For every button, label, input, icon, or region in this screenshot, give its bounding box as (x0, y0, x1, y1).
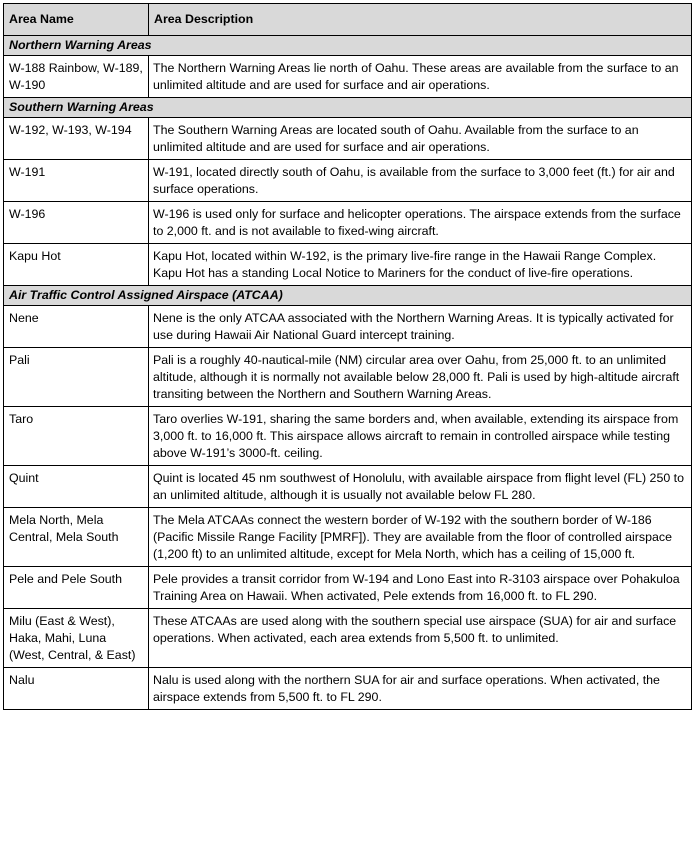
header-area-name: Area Name (4, 4, 149, 36)
table-row (4, 567, 692, 609)
area-description-cell: Taro overlies W-191, sharing the same borders and, when available, extending its airspace from 3,000 ft. to 16,000 ft. This airspace allows aircraft to remain in controlled airspace while testing above W-191’s 3000-ft. ceiling. (149, 407, 692, 466)
header-area-description: Area Description (149, 4, 692, 36)
table-row (4, 306, 692, 348)
section-row (4, 98, 692, 118)
table-row (4, 160, 692, 202)
section-title: Southern Warning Areas (4, 98, 692, 118)
table-row (4, 668, 692, 710)
area-description-cell: Pele provides a transit corridor from W-194 and Lono East into R-3103 airspace over Pohakuloa Training Area on Hawaii. When activated, Pele extends from 16,000 ft. to FL 290. (149, 567, 692, 609)
area-name-cell: W-196 (4, 202, 149, 244)
area-name-cell: Mela North, Mela Central, Mela South (4, 508, 149, 567)
section-row (4, 286, 692, 306)
area-description-cell: The Northern Warning Areas lie north of Oahu. These areas are available from the surface to an unlimited altitude and are used for surface and air operations. (149, 56, 692, 98)
header-row (4, 4, 692, 36)
section-row (4, 36, 692, 56)
area-name-cell: Nalu (4, 668, 149, 710)
area-name-cell: Quint (4, 466, 149, 508)
area-description-cell: The Mela ATCAAs connect the western border of W-192 with the southern border of W-186 (Pacific Missile Range Facility [PMRF]). They are available from the floor of controlled airspace (1,200 ft) to an unlimited altitude, except for Mela North, which has a ceiling of 15,000 ft. (149, 508, 692, 567)
area-name-cell: Pali (4, 348, 149, 407)
airspace-table (3, 3, 692, 710)
area-description-cell: These ATCAAs are used along with the southern special use airspace (SUA) for air and surface operations. When activated, each area extends from 5,500 ft. to unlimited. (149, 609, 692, 668)
area-name-cell: W-191 (4, 160, 149, 202)
area-name-cell: W-188 Rainbow, W-189, W-190 (4, 56, 149, 98)
area-name-cell: Kapu Hot (4, 244, 149, 286)
area-description-cell: Quint is located 45 nm southwest of Honolulu, with available airspace from flight level (FL) 250 to an unlimited altitude, although it is usually not available below FL 280. (149, 466, 692, 508)
area-name-cell: W-192, W-193, W-194 (4, 118, 149, 160)
area-name-cell: Taro (4, 407, 149, 466)
table-row (4, 407, 692, 466)
area-name-cell: Milu (East & West), Haka, Mahi, Luna (West, Central, & East) (4, 609, 149, 668)
area-description-cell: Nene is the only ATCAA associated with the Northern Warning Areas. It is typically activated for use during Hawaii Air National Guard intercept training. (149, 306, 692, 348)
table-row (4, 466, 692, 508)
table-body (4, 36, 692, 710)
section-title: Northern Warning Areas (4, 36, 692, 56)
table-header (4, 4, 692, 36)
area-description-cell: Pali is a roughly 40-nautical-mile (NM) circular area over Oahu, from 25,000 ft. to an unlimited altitude, although it is normally not available below 28,000 ft. Pali is used by high-altitude aircraft transiting between the Northern and Southern Warning Areas. (149, 348, 692, 407)
section-title: Air Traffic Control Assigned Airspace (ATCAA) (4, 286, 692, 306)
area-name-cell: Nene (4, 306, 149, 348)
table-row (4, 118, 692, 160)
table-row (4, 244, 692, 286)
area-description-cell: W-191, located directly south of Oahu, is available from the surface to 3,000 feet (ft.) for air and surface operations. (149, 160, 692, 202)
area-name-cell: Pele and Pele South (4, 567, 149, 609)
area-description-cell: Nalu is used along with the northern SUA for air and surface operations. When activated, the airspace extends from 5,500 ft. to FL 290. (149, 668, 692, 710)
table-row (4, 508, 692, 567)
table-row (4, 348, 692, 407)
table-row (4, 56, 692, 98)
area-description-cell: The Southern Warning Areas are located south of Oahu. Available from the surface to an unlimited altitude and are used for surface and air operations. (149, 118, 692, 160)
area-description-cell: W-196 is used only for surface and helicopter operations. The airspace extends from the surface to 2,000 ft. and is not available to fixed-wing aircraft. (149, 202, 692, 244)
table-row (4, 609, 692, 668)
area-description-cell: Kapu Hot, located within W-192, is the primary live-fire range in the Hawaii Range Complex. Kapu Hot has a standing Local Notice to Mariners for the conduct of live-fire operations. (149, 244, 692, 286)
table-row (4, 202, 692, 244)
